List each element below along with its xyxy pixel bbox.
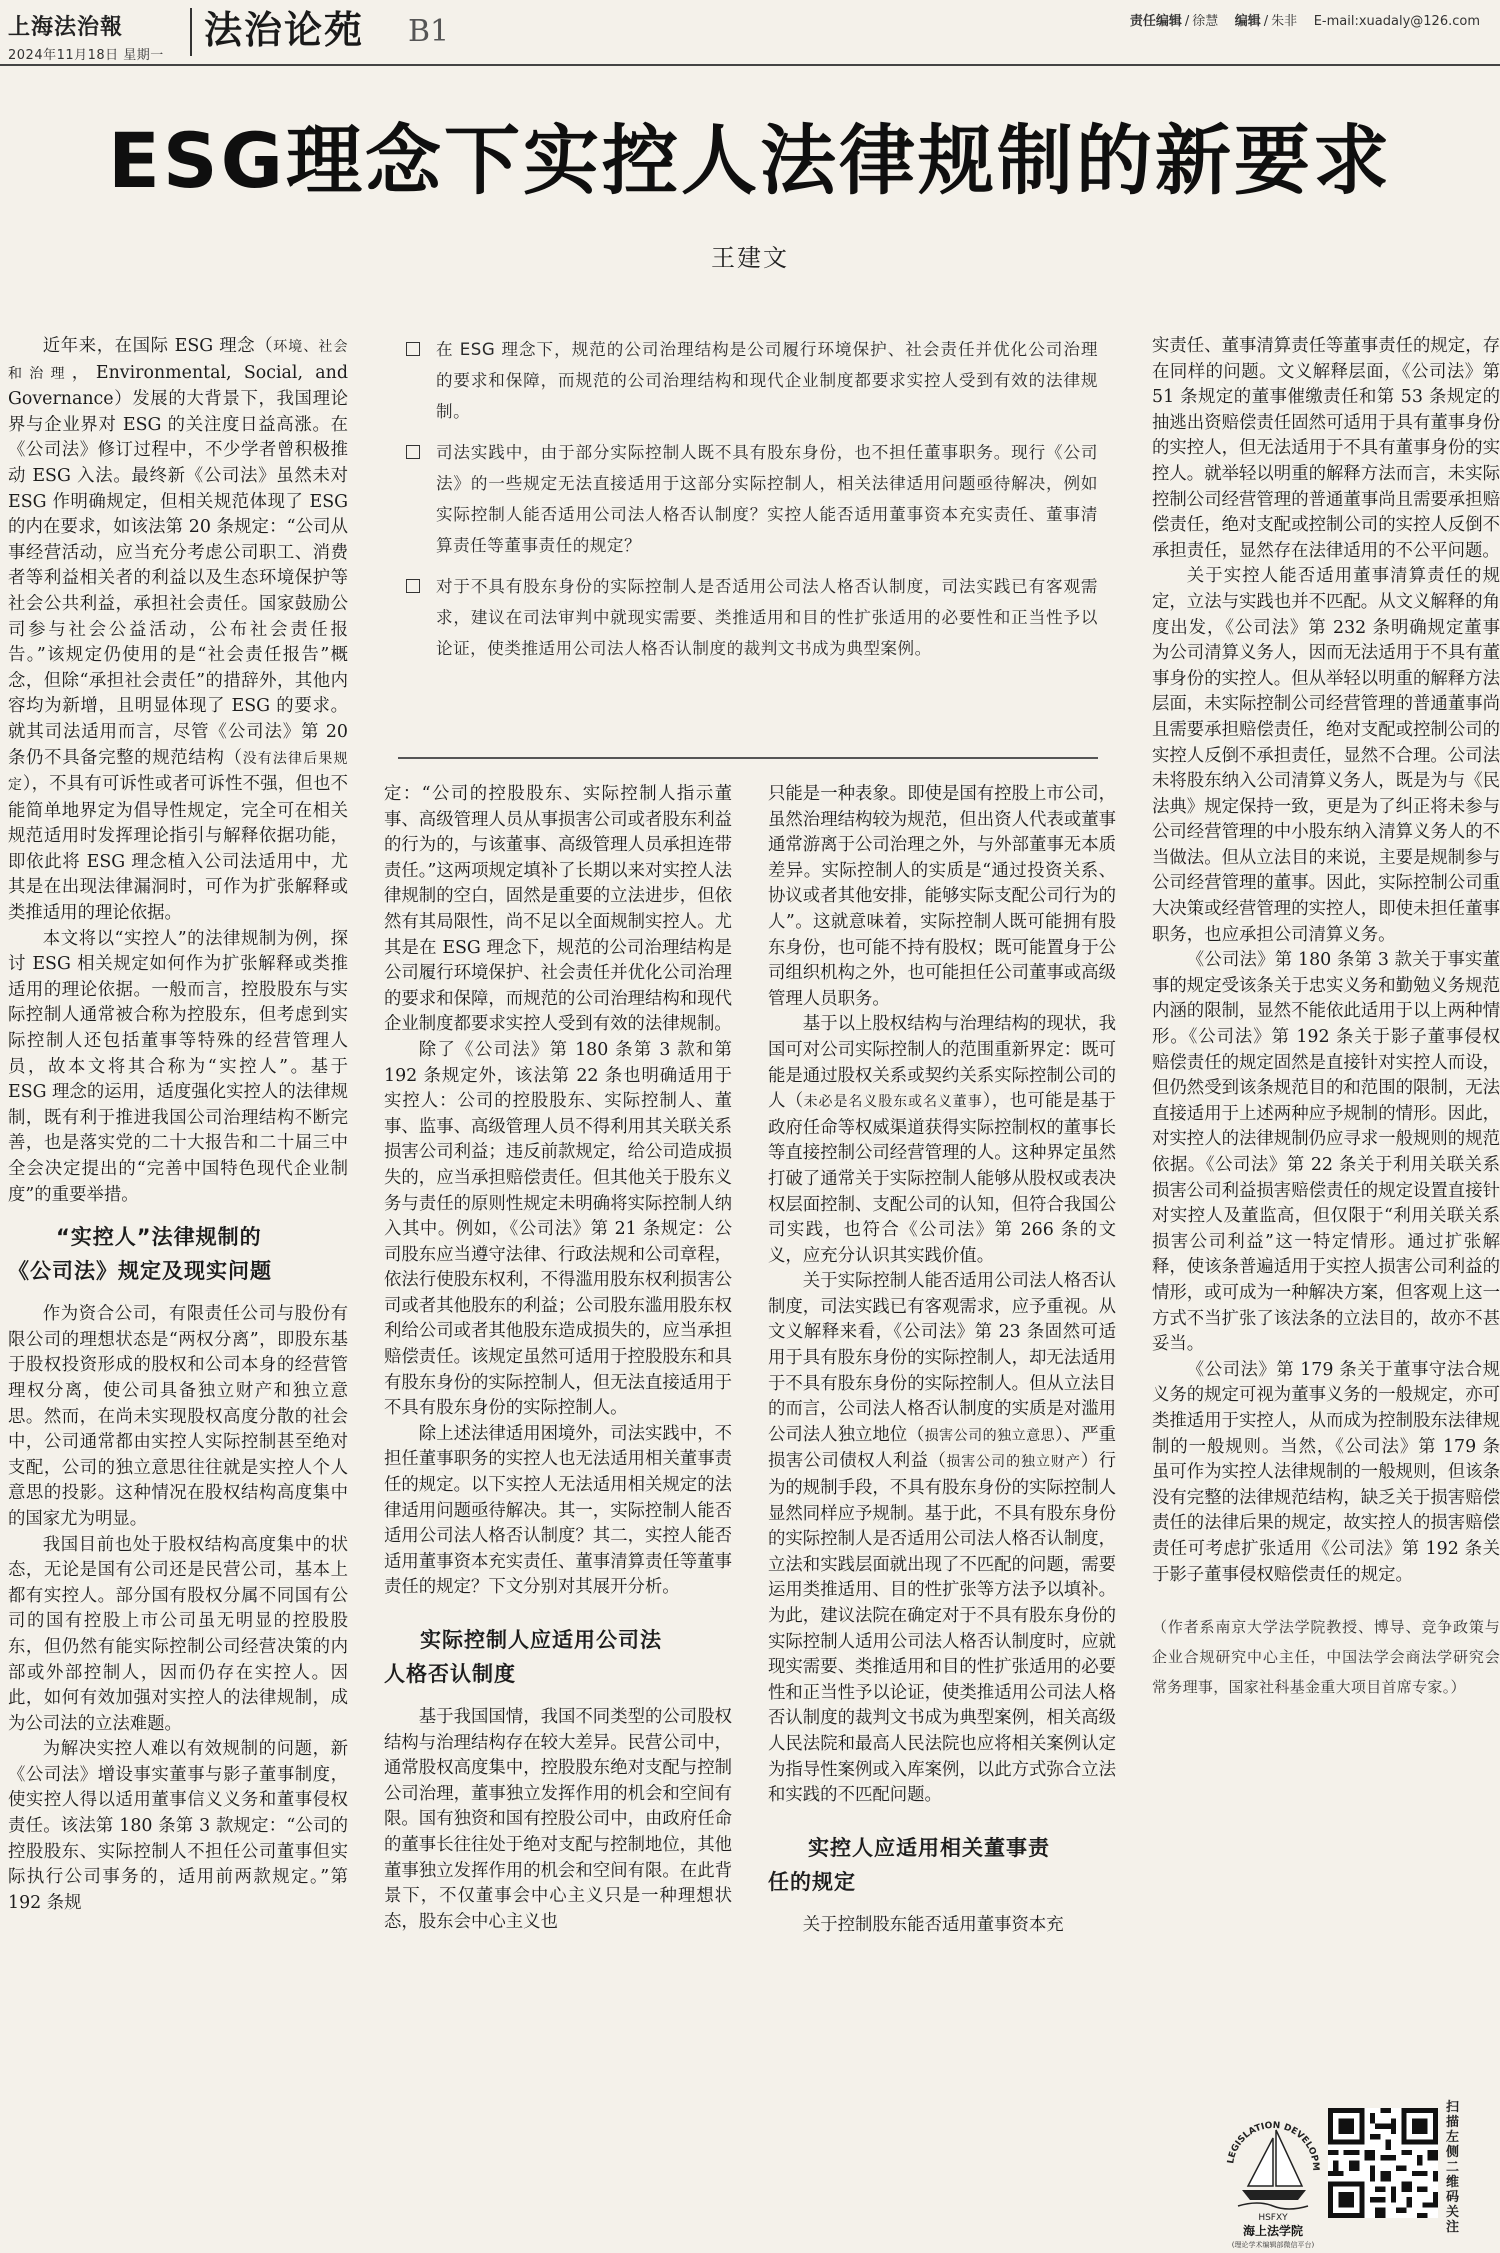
checkbox-bullet-icon — [406, 445, 420, 459]
logo-name: 海上法学院 — [1242, 2224, 1304, 2238]
paragraph: 除了《公司法》第 180 条第 3 款和第 192 条规定外，该法第 22 条也明确适用于实控人：公司的控股股东、实际控制人、董事、监事、高级管理人员不得利用其关联关系损害公司利益；违反前款规定，给公司造成损失的，应当承担赔偿责任。但其他关于股东义务与责任的原则性规定未明确将实际控制人纳入其中。例如，《公司法》第 21 条规定：公司股东应当遵守法律、行政法规和公司章程，依法行使股东权利，不得滥用股东权利损害公司或者其他股东的利益；公司股东滥用股东权利给公司或者其他股东造成损失的，应当承担赔偿责任。该规定虽然可适用于控股股东和具有股东身份的实际控制人，但无法直接适用于不具有股东身份的实际控制人。 — [384, 1039, 732, 1419]
copyeditor-name: 朱非 — [1271, 14, 1298, 29]
copyeditor-label: 编辑 — [1234, 14, 1261, 29]
pull-quote-item — [398, 437, 1098, 561]
paragraph: 《公司法》第 180 条第 3 款关于事实董事的规定受该条关于忠实义务和勤勉义务规范内涵的限制，显然不能依此适用于以上两种情形。《公司法》第 192 条关于影子董事侵权赔偿责任的规定固然是直接针对实控人而设，但仍然受到该条规范目的和范围的限制，无法直接适用于上述两种应予规制的情形。因此，对实控人的法律规制仍应寻求一般规则的规范依据。《公司法》第 22 条关于利用关联关系损害公司利益损害赔偿责任的规定设置直接针对实控人及董监高，但仅限于“利用关联关系损害公司利益”这一特定情形。通过扩张解释，使该条普遍适用于实控人损害公司利益的情形，或可成为一种解决方案，但客观上这一方式不当扩张了该法条的立法目的，故亦不甚妥当。 — [1152, 950, 1500, 1355]
paragraph: 近年来，在国际 ESG 理念（环境、社会和治理，Environmental, Social, and Governance）发展的大背景下，我国理论界与企业界对 ESG 的关注度日益高涨。在《公司法》修订过程中，不少学者曾积极推动 ESG 入法。最终新《公司法》虽然未对 ESG 作明确规定，但相关规范体现了 ESG 的内在要求，如该法第 20 条规定：“公司从事经营活动，应当充分考虑公司职工、消费者等利益相关者的利益以及生态环境保护等社会公共利益，承担社会责任。国家鼓励公司参与社会公益活动，公布社会责任报告。”该规定仍使用的是“社会责任报告”概念，但除“承担社会责任”的措辞外，其他内容均为新增，且明显体现了 ESG 的要求。就其司法适用而言，尽管《公司法》第 20 条仍不具备完整的规范结构（没有法律后果规定），不具有可诉性或者可诉性不强，但也不能简单地界定为倡导性规定，完全可在相关规范适用时发挥理论指引与解释依据功能，即依此将 ESG 理念植入公司法适用中，尤其是在出现法律漏洞时，可作为扩张解释或类推适用的理论依据。 — [8, 336, 348, 924]
author-footnote: （作者系南京大学法学院教授、博导、竞争政策与企业合规研究中心主任，中国法学会商法学研究会常务理事，国家社科基金重大项目首席专家。） — [1152, 1618, 1500, 1697]
section-heading: 实际控制人应适用公司法 人格否认制度 — [384, 1628, 662, 1686]
author-byline: 王建文 — [711, 244, 789, 272]
pull-quote-text: 司法实践中，由于部分实际控制人既不具有股东身份，也不担任董事职务。现行《公司法》的一些规定无法直接适用于这部分实际控制人，相关法律适用问题亟待解决，例如实际控制人能否适用公司法人格否认制度？实控人能否适用董事资本充实责任、董事清算责任等董事责任的规定？ — [436, 443, 1098, 555]
editor-credits: 责任编辑 / 徐慧 编辑 / 朱非 E-mail:xuadaly@126.com — [1129, 14, 1480, 29]
pull-quote-text: 在 ESG 理念下，规范的公司治理结构是公司履行环境保护、社会责任并优化公司治理的要求和保障，而规范的公司治理结构和现代企业制度都要求实控人受到有效的法律规制。 — [436, 340, 1098, 421]
logo-sub: (理论学术编辑部微信平台) — [1231, 2241, 1315, 2248]
pull-quote-text: 对于不具有股东身份的实际控制人是否适用公司法人格否认制度，司法实践已有客观需求，建议在司法审判中就现实需要、类推适用和目的性扩张适用的必要性和正当性予以论证，使类推适用公司法人格否认制度的裁判文书成为典型案例。 — [436, 577, 1098, 658]
paragraph: 除上述法律适用困境外，司法实践中，不担任董事职务的实控人也无法适用相关董事责任的规定。以下实控人无法适用相关规定的法律适用问题亟待解决。其一，实际控制人能否适用公司法人格否认制度？其二，实控人能否适用董事资本充实责任、董事清算责任等董事责任的规定？下文分别对其展开分析。 — [384, 1423, 732, 1598]
pull-quote-item — [398, 334, 1098, 427]
page-number: B1 — [408, 14, 450, 49]
editor-name: 徐慧 — [1192, 14, 1219, 29]
section-title: 法治论苑 — [204, 8, 365, 52]
paragraph: 关于实控人能否适用董事清算责任的规定，立法与实践也并不匹配。从文义解释的角度出发，《公司法》第 232 条明确规定董事为公司清算义务人，因而无法适用于不具有董事身份的实控人。但从举轻以明重的解释方法层面，未实际控制公司经营管理的普通董事尚且需要承担赔偿责任，绝对支配或控制公司的实控人反倒不承担责任，显然不合理。公司法未将股东纳入公司清算义务人，既是为与《民法典》规定保持一致，更是为了纠正将未参与公司经营管理的中小股东纳入清算义务人的不当做法。但从立法目的来说，主要是规制参与公司经营管理的董事。因此，实际控制公司重大决策或经营管理的实控人，即使未担任董事职务，也应承担公司清算义务。 — [1152, 566, 1500, 945]
paragraph: 《公司法》第 179 条关于董事守法合规义务的规定可视为董事义务的一般规定，亦可类推适用于实控人，从而成为控制股东法律规制的一般规则。当然，《公司法》第 179 条虽可作为实控人法律规制的一般规则，但该条没有完整的法律规范结构，缺乏关于损害赔偿责任的法律后果的规定，故实控人的损害赔偿责任可考虑扩张适用《公司法》第 192 条关于影子董事侵权赔偿责任的规定。 — [1152, 1359, 1500, 1585]
editor-label: 责任编辑 — [1129, 14, 1182, 29]
logo-abbr: HSFXY — [1258, 2213, 1288, 2223]
qr-code-icon[interactable] — [1328, 2108, 1438, 2218]
paragraph: 实责任、董事清算责任等董事责任的规定，存在同样的问题。文义解释层面，《公司法》第 51 条规定的董事催缴责任和第 53 条规定的抽逃出资赔偿责任固然可适用于具有董事身份的实控人，但无法适用于不具有董事身份的实控人。就举轻以明重的解释方法而言，未实际控制公司经营管理的普通董事尚且需要承担赔偿责任，绝对支配或控制公司的实控人反倒不承担责任，显然存在法律适用的不公平问题。 — [1152, 336, 1500, 561]
qr-caption: 扫描左侧二维码关注 — [1446, 2100, 1460, 2235]
paragraph: 关于控制股东能否适用董事资本充 — [802, 1914, 1064, 1935]
article-column-1 — [8, 334, 348, 1916]
article-column-3 — [768, 782, 1116, 1938]
paragraph: 为解决实控人难以有效规制的问题，新《公司法》增设事实董事与影子董事制度，使实控人得以适用董事信义义务和董事侵权责任。该法第 180 条第 3 款规定：“公司的控股股东、实际控制人不担任公司董事但实际执行公司事务的，适用前两款规定。”第 192 条规 — [8, 1739, 348, 1913]
pull-quote-box — [398, 334, 1098, 754]
email-label: E-mail: — [1313, 14, 1359, 29]
headline: ESG理念下实控人法律规制的新要求 — [107, 116, 1393, 205]
checkbox-bullet-icon — [406, 342, 420, 356]
pull-quote-rule — [398, 757, 1098, 759]
qr-code[interactable] — [1328, 2108, 1438, 2228]
paragraph: 基于以上股权结构与治理结构的现状，我国可对公司实际控制人的范围重新界定：既可能是通过股权关系或契约关系实际控制公司的人（未必是名义股东或名义董事），也可能是基于政府任命等权威渠道获得实际控制权的董事长等直接控制公司经营管理的人。这种界定虽然打破了通常关于实际控制人能够从股权或表决权层面控制、支配公司的认知，但符合我国公司实践，也符合《公司法》第 266 条的文义，应充分认识其实践价值。 — [768, 1014, 1116, 1266]
checkbox-bullet-icon — [406, 579, 420, 593]
paragraph: 作为资合公司，有限责任公司与股份有限公司的理想状态是“两权分离”，即股东基于股权投资形成的股权和公司本身的经营管理权分离，使公司具备独立财产和独立意思。然而，在尚未实现股权高度分散的社会中，公司通常都由实控人实际控制甚至绝对支配，公司的独立意思往往就是实控人个人意思的投影。这种情况在股权结构高度集中的国家尤为明显。 — [8, 1304, 348, 1529]
paper-name: 上海法治報 — [8, 14, 124, 40]
masthead — [0, 0, 1500, 66]
paragraph: 定：“公司的控股股东、实际控制人指示董事、高级管理人员从事损害公司或者股东利益的行为的，与该董事、高级管理人员承担连带责任。”这两项规定填补了长期以来对实控人法律规制的空白，固然是重要的立法进步，但依然有其局限性，尚不足以全面规制实控人。尤其是在 ESG 理念下，规范的公司治理结构是公司履行环境保护、社会责任并优化公司治理的要求和保障，而规范的公司治理结构和现代企业制度都要求实控人受到有效的法律规制。 — [384, 784, 733, 1035]
issue-date: 2024年11月18日 星期一 — [8, 48, 164, 63]
section-heading: “实控人”法律规制的 《公司法》规定及现实问题 — [8, 1225, 272, 1284]
pull-quote-item — [398, 571, 1098, 664]
article-column-4 — [1152, 334, 1500, 1702]
paragraph: 关于实际控制人能否适用公司法人格否认制度，司法实践已有客观需求，应予重视。从文义解释来看，《公司法》第 23 条固然可适用于具有股东身份的实际控制人，却无法适用于不具有股东身份的实际控制人。但从立法目的而言，公司法人格否认制度的实质是对滥用公司法人独立地位（损害公司的独立意思）、严重损害公司债权人利益（损害公司的独立财产）行为的规制手段，不具有股东身份的实际控制人显然同样应予规制。基于此，不具有股东身份的实际控制人是否适用公司法人格否认制度，立法和实践层面就出现了不匹配的问题，需要运用类推适用、目的性扩张等方法予以填补。为此，建议法院在确定对于不具有股东身份的实际控制人适用公司法人格否认制度时，应就现实需要、类推适用和目的性扩张适用的必要性和正当性予以论证，使类推适用公司法人格否认制度的裁判文书成为典型案例，相关高级人民法院和最高人民法院也应将相关案例认定为指导性案例或入库案例，以此方式弥合立法和实践的不匹配问题。 — [768, 1271, 1116, 1806]
email-address[interactable]: xuadaly@126.com — [1358, 14, 1480, 29]
logo-arc-text: LEGISLATION DEVELOPM — [1226, 2120, 1321, 2172]
sailboat-logo-icon — [1218, 2108, 1328, 2248]
masthead-rule — [0, 64, 1500, 66]
paragraph: 只能是一种表象。即使是国有控股上市公司，虽然治理结构较为规范，但出资人代表或董事通常游离于公司治理之外，与外部董事无本质差异。实际控制人的实质是“通过投资关系、协议或者其他安排，能够实际支配公司行为的人”。这就意味着，实际控制人既可能拥有股东身份，也可能不持有股权；既可能置身于公司组织机构之外，也可能担任公司董事或高级管理人员职务。 — [768, 784, 1116, 1009]
paragraph: 本文将以“实控人”的法律规制为例，探讨 ESG 相关规定如何作为扩张解释或类推适用的理论依据。一般而言，控股股东与实际控制人通常被合称为控股东，但考虑到实际控制人还包括董事等特殊的经营管理人员，故本文将其合称为“实控人”。基于 ESG 理念的运用，适度强化实控人的法律规制，既有利于推进我国公司治理结构不断完善，也是落实党的二十大报告和二十届三中全会决定提出的“完善中国特色现代企业制度”的重要举措。 — [8, 928, 348, 1205]
paragraph: 我国目前也处于股权结构高度集中的状态，无论是国有公司还是民营公司，基本上都有实控人。部分国有股权分属不同国有公司的国有控股上市公司虽无明显的控股股东，但仍然有能实际控制公司经营决策的内部或外部控制人，因而仍存在实控人。因此，如何有效加强对实控人的法律规制，成为公司法的立法难题。 — [8, 1534, 348, 1734]
paragraph: 基于我国国情，我国不同类型的公司股权结构与治理结构存在较大差异。民营公司中，通常股权高度集中，控股股东绝对支配与控制公司治理，董事独立发挥作用的机会和空间有限。国有独资和国有控股公司中，由政府任命的董事长往往处于绝对支配与控制地位，其他董事独立发挥作用的机会和空间有限。在此背景下，不仅董事会中心主义只是一种理想状态，股东会中心主义也 — [384, 1707, 732, 1932]
masthead-divider — [190, 8, 192, 56]
article-column-2 — [384, 782, 732, 1935]
section-heading: 实控人应适用相关董事责 任的规定 — [768, 1835, 1050, 1894]
